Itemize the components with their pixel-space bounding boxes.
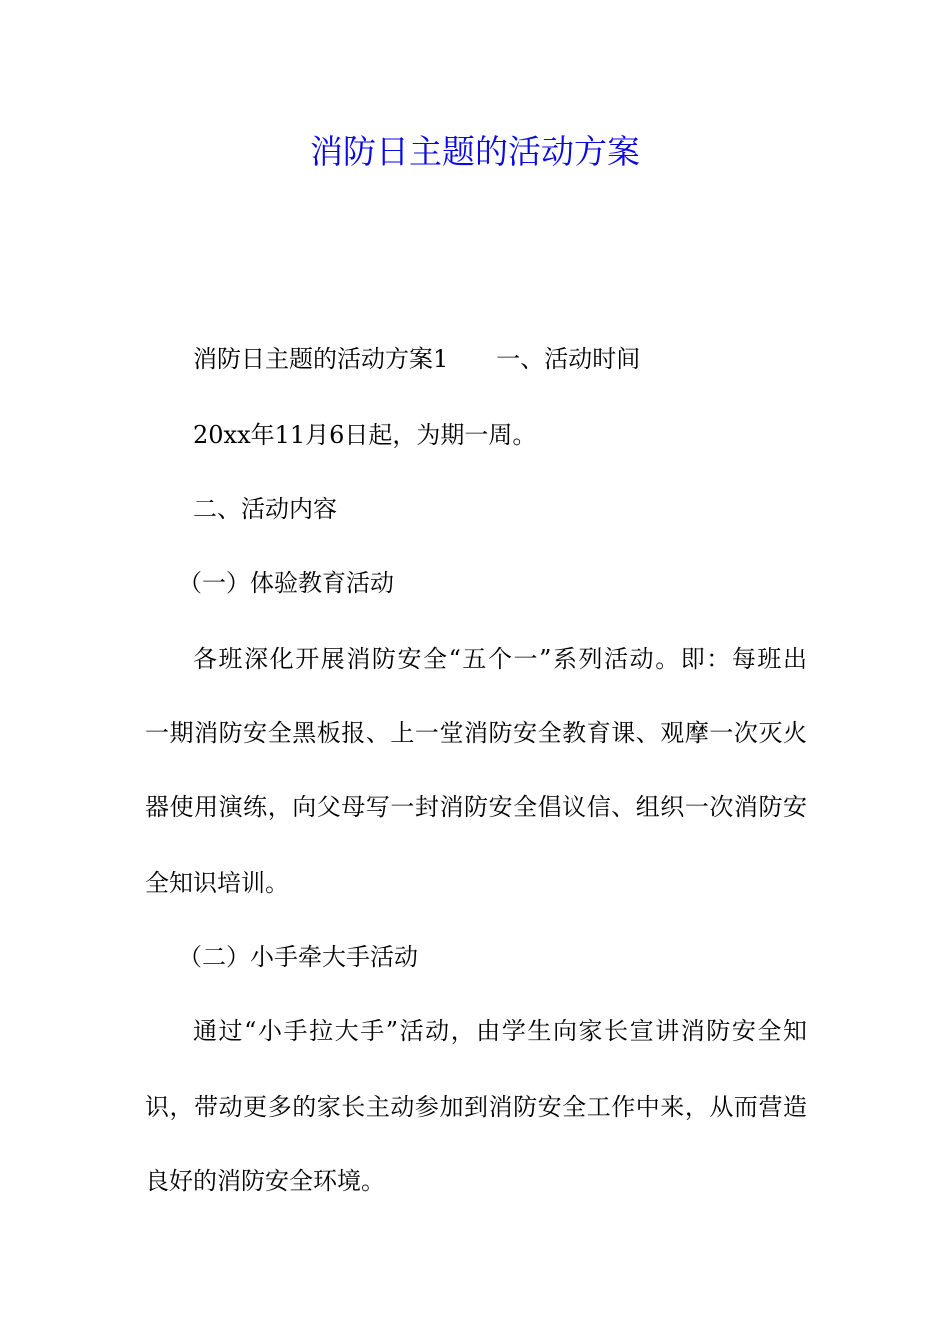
section-heading: 二、活动内容 — [193, 495, 337, 523]
paragraph-line: 一期消防安全黑板报、上一堂消防安全教育课、观摩一次灭火 — [145, 719, 807, 747]
subsection-heading: （一）体验教育活动 — [178, 569, 394, 597]
paragraph-line: 消防日主题的活动方案1 一、活动时间 — [193, 345, 641, 373]
paragraph-line: 各班深化开展消防安全“五个一”系列活动。即：每班出 — [193, 645, 807, 673]
paragraph-line: 20xx年11月6日起，为期一周。 — [193, 421, 537, 449]
paragraph-line: 通过“小手拉大手”活动，由学生向家长宣讲消防安全知 — [193, 1017, 807, 1045]
paragraph-line: 器使用演练，向父母写一封消防安全倡议信、组织一次消防安 — [145, 793, 807, 821]
paragraph-line: 良好的消防安全环境。 — [145, 1167, 385, 1195]
paragraph-line: 全知识培训。 — [145, 869, 289, 897]
document-title: 消防日主题的活动方案 — [310, 132, 640, 171]
paragraph-line: 识，带动更多的家长主动参加到消防安全工作中来，从而营造 — [145, 1093, 807, 1121]
subsection-heading: （二）小手牵大手活动 — [178, 943, 418, 971]
